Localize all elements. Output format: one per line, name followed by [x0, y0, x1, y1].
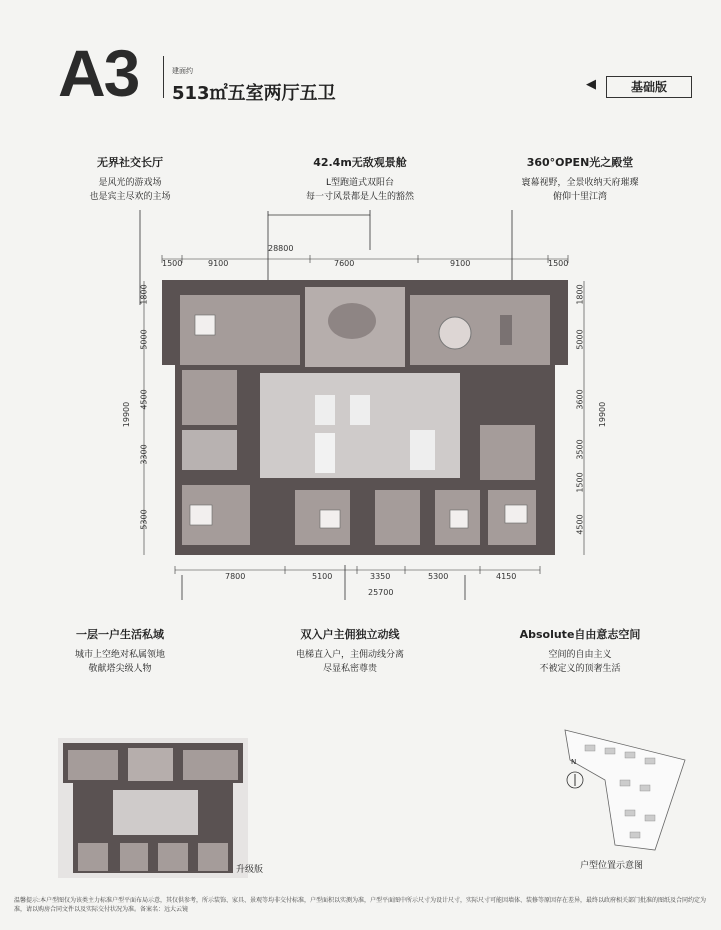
version-badge[interactable]: 基础版: [606, 76, 692, 98]
location-map: [545, 720, 705, 860]
dim-left-total: 19900: [122, 401, 132, 428]
dim-right: 1800: [575, 284, 585, 305]
dim-right: 4500: [575, 514, 585, 535]
dim-left: 5000: [139, 329, 149, 350]
dim-bottom: 5300: [428, 572, 449, 581]
feature-desc: 每一寸风景都是人生的豁然: [305, 192, 414, 202]
feature-title: 一层一户生活私域: [76, 628, 164, 641]
area-title: 513㎡五室两厅五卫: [172, 83, 336, 104]
feature-desc: 也是宾主尽欢的主场: [89, 192, 171, 202]
feature-desc: L型跑道式双阳台: [325, 178, 394, 188]
feature-title: Absolute自由意志空间: [519, 628, 641, 641]
unit-code: A3: [58, 36, 139, 110]
compass-n: N: [571, 758, 577, 766]
feature-desc: 电梯直入户，主佣动线分离: [295, 650, 404, 660]
upgrade-floor-plan: [58, 738, 248, 878]
dim-top: 1500: [162, 259, 183, 268]
dim-top-total: 28800: [268, 244, 294, 253]
feature-private-floor: [40, 626, 200, 676]
dim-right-total: 19900: [598, 401, 608, 428]
dim-bottom: 4150: [496, 572, 517, 581]
dim-bottom: 3350: [370, 572, 391, 581]
feature-free-space: [490, 626, 670, 676]
feature-desc: 敬献塔尖级人物: [88, 664, 152, 674]
feature-desc: 城市上空绝对私属领地: [74, 650, 165, 660]
feature-desc: 是风光的游戏场: [98, 178, 162, 188]
header-divider: [163, 56, 164, 98]
dim-right: 3600: [575, 389, 585, 410]
feature-title: 360°OPEN光之殿堂: [526, 156, 634, 169]
dim-bottom: 7800: [225, 572, 246, 581]
dim-top: 1500: [548, 259, 569, 268]
feature-light-hall: [490, 154, 670, 204]
dim-bottom: 5100: [312, 572, 333, 581]
feature-desc: 不被定义的顶奢生活: [539, 664, 621, 674]
area-label: 建面约: [172, 67, 193, 75]
feature-desc: 寰幕视野，全景收纳天府璀璨: [521, 178, 639, 188]
dim-left: 1800: [139, 284, 149, 305]
footnote: 温馨提示:本户型图仅为该类主力标准户型平面布局示意，其仅供参考，所示装饰、家具、景观等均非交付标准，户型面积以实测为准，户型平面图中所示尺寸为设计尺寸，实际尺寸可能因墙体、装修等原因存在差异，最终以政府相关部门批准的图纸及合同约定为准，请以购房合同文件以及实际交付状况为准。备案名：远大云镜: [14, 897, 707, 913]
dim-right: 1500: [575, 472, 585, 493]
feature-desc: 俯仰十里江湾: [552, 192, 607, 202]
dim-top: 9100: [450, 259, 471, 268]
dim-left: 5300: [139, 509, 149, 530]
dim-right: 3500: [575, 439, 585, 460]
floor-plan: [120, 205, 610, 605]
feature-desc: 尽显私密尊贵: [322, 664, 377, 674]
dim-right: 5000: [575, 329, 585, 350]
feature-view-deck: [270, 154, 450, 204]
feature-social-hall: [60, 154, 200, 204]
location-label: 户型位置示意图: [580, 861, 644, 871]
feature-desc: 空间的自由主义: [548, 650, 612, 660]
dim-left: 4500: [139, 389, 149, 410]
feature-title: 无界社交长厅: [97, 156, 163, 169]
feature-title: 42.4m无敌观景舱: [313, 156, 407, 169]
dim-top: 7600: [334, 259, 355, 268]
arrow-left-icon: ◀: [586, 77, 596, 92]
dim-left: 3300: [139, 444, 149, 465]
upgrade-label: 升级版: [236, 865, 264, 875]
feature-dual-entry: [270, 626, 430, 676]
feature-title: 双入户主佣独立动线: [300, 628, 400, 641]
dim-bottom-total: 25700: [368, 588, 394, 597]
dim-top: 9100: [208, 259, 229, 268]
